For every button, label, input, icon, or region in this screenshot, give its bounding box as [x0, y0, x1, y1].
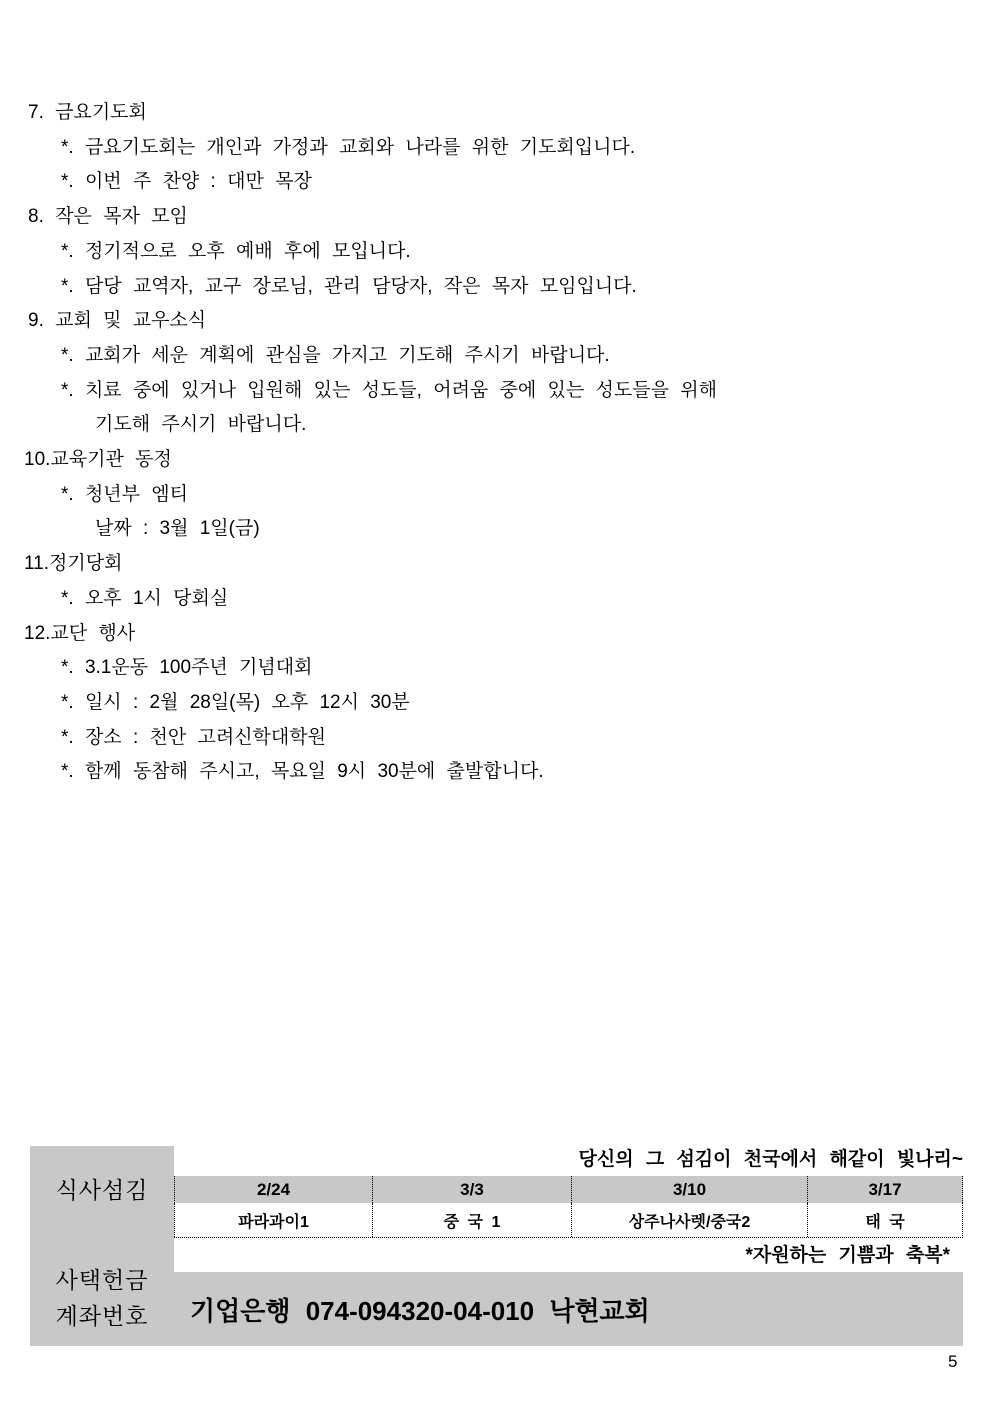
account-number-label: 계좌번호	[55, 1303, 149, 1329]
date-header-cell: 3/10	[571, 1176, 807, 1203]
table-right-area	[174, 1146, 963, 1346]
bank-account-row	[174, 1272, 963, 1346]
date-header-cell: 2/24	[174, 1176, 372, 1203]
bulletin-line: *. 치료 중에 있거나 입원해 있는 성도들, 어려움 중에 있는 성도들을 위해	[61, 379, 717, 401]
service-quote-text: 당신의 그 섬김이 천국에서 해같이 빛나리~	[578, 1149, 963, 1170]
bulletin-line: 10.교육기관 동정	[24, 449, 172, 471]
bulletin-line: 8. 작은 목자 모임	[28, 206, 188, 228]
bulletin-line: *. 청년부 엠티	[61, 483, 189, 505]
assignment-cell: 중 국 1	[372, 1203, 571, 1237]
assignment-cell: 태 국	[807, 1203, 962, 1237]
bank-account-info: 기업은행 074-094320-04-010 낙현교회	[190, 1295, 650, 1326]
page-number: 5	[948, 1352, 958, 1371]
parsonage-offering-label: 사택헌금	[55, 1267, 149, 1293]
bulletin-line: 9. 교회 및 교우소식	[28, 310, 207, 332]
bulletin-line: *. 이번 주 찬양 : 대만 목장	[61, 171, 312, 193]
assignment-cell: 파라과이1	[174, 1203, 372, 1237]
bulletin-line: 11.정기당회	[24, 553, 123, 575]
bulletin-line: *. 교회가 세운 계획에 관심을 가지고 기도해 주시기 바랍니다.	[61, 344, 610, 366]
table-left-column	[30, 1146, 174, 1346]
bulletin-line: *. 오후 1시 당회실	[61, 587, 229, 609]
bulletin-line: 기도해 주시기 바랍니다.	[95, 414, 307, 436]
bulletin-line: *. 일시 : 2월 28일(목) 오후 12시 30분	[61, 691, 410, 713]
bulletin-line: 날짜 : 3월 1일(금)	[95, 518, 260, 540]
bulletin-line: 12.교단 행사	[24, 622, 136, 644]
bulletin-line: *. 3.1운동 100주년 기념대회	[61, 657, 313, 679]
bulletin-line: *. 담당 교역자, 교구 장로님, 관리 담당자, 작은 목자 모임입니다.	[61, 275, 637, 297]
date-header-row	[174, 1176, 963, 1203]
assignment-cell: 상주나사렛/중국2	[571, 1203, 807, 1237]
bulletin-line: *. 정기적으로 오후 예배 후에 모입니다.	[61, 240, 411, 262]
meal-service-label: 식사섬김	[55, 1177, 149, 1203]
bulletin-line: 7. 금요기도회	[28, 102, 147, 123]
bulletin-line: *. 함께 동참해 주시고, 목요일 9시 30분에 출발합니다.	[61, 761, 544, 783]
assignment-row	[174, 1203, 963, 1238]
bulletin-body	[0, 96, 940, 790]
meal-service-table	[30, 1146, 963, 1346]
date-header-cell: 3/3	[372, 1176, 571, 1203]
bulletin-line: *. 장소 : 천안 고려신학대학원	[61, 726, 326, 748]
date-header-cell: 3/17	[807, 1176, 962, 1203]
bulletin-line: *. 금요기도회는 개인과 가정과 교회와 나라를 위한 기도회입니다.	[61, 136, 636, 158]
volunteer-blessing-text: *자원하는 기쁨과 축복*	[745, 1245, 950, 1266]
